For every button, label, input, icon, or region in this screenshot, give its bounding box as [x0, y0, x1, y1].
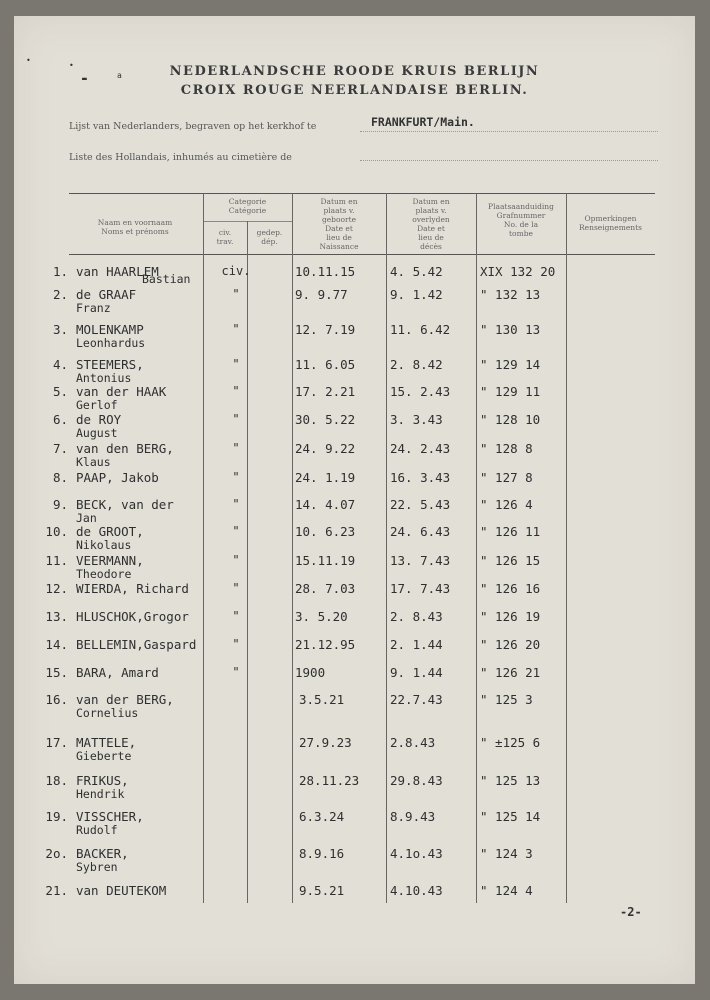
table-row: 9. BECK, van der Jan " 14. 4.07 22. 5.43 " 126 4 [52, 497, 533, 525]
table-row: 5. van der HAAK Gerlof " 17. 2.21 15. 2.43 " 129 11 [52, 384, 541, 412]
header-grave: Plaatsaanduiding Grafnummer No. de la tombe [488, 202, 554, 238]
document-page [14, 16, 695, 984]
header-category: Categorie Catégorie [228, 197, 267, 215]
cemetery-label-dutch: Lijst van Nederlanders, begraven op het kerkhof te [69, 121, 317, 132]
table-row: 14. BELLEMIN,Gaspard " 21.12.95 2. 1.44 " 126 20 [45, 637, 541, 652]
dash-mark: ▬ [82, 74, 87, 83]
table-row: 1. van HAARLEM Bastian civ. 10.11.15 4. 5.42 XIX 132 20 [52, 264, 556, 286]
table-row: 4. STEEMERS, Antonius " 11. 6.05 2. 8.42 " 129 14 [52, 357, 541, 385]
title-dutch: NEDERLANDSCHE ROODE KRUIS BERLIJN [169, 64, 540, 79]
header-name: Naam en voornaam Noms et prénoms [97, 218, 173, 236]
title-french: CROIX ROUGE NEERLANDAISE BERLIN. [180, 83, 529, 98]
table-row: 13. HLUSCHOK,Grogor " 3. 5.20 2. 8.43 " 126 19 [45, 609, 541, 624]
table-row: 16. van der BERG, Cornelius 3.5.21 22.7.43 " 125 3 [45, 692, 533, 720]
table-row: 6. de ROY August " 30. 5.22 3. 3.43 " 128 10 [52, 412, 541, 440]
table-row: 11. VEERMANN, Theodore " 15.11.19 13. 7.43 " 126 15 [45, 553, 541, 581]
table-row: 19. VISSCHER, Rudolf 6.3.24 8.9.43 " 125 14 [45, 809, 541, 837]
header-civ: civ. trav. [216, 228, 234, 246]
table-row: 3. MOLENKAMP Leonhardus " 12. 7.19 11. 6.42 " 130 13 [52, 322, 541, 350]
cemetery-label-french: Liste des Hollandais, inhumés au cimetière de [69, 152, 292, 163]
header-birth: Datum en plaats v. geboorte Date et lieu de Naissance [319, 197, 359, 251]
table-row: 2o. BACKER, Sybren 8.9.16 4.1o.43 " 124 3 [45, 846, 533, 874]
table-row: 7. van den BERG, Klaus " 24. 9.22 24. 2.43 " 128 8 [52, 441, 533, 469]
page-number: -2- [620, 905, 642, 919]
cemetery-place: FRANKFURT/Main. [371, 115, 475, 129]
corner-mark: a [117, 71, 122, 80]
table-top-rule [69, 193, 655, 194]
table-row: 21. van DEUTEKOM 9.5.21 4.10.43 " 124 4 [45, 883, 533, 898]
table-row: 18. FRIKUS, Hendrik 28.11.23 29.8.43 " 125 13 [45, 773, 541, 801]
punch-mark: • [69, 61, 74, 70]
table-row: 8. PAAP, Jakob " 24. 1.19 16. 3.43 " 127 8 [52, 470, 533, 485]
table-row: 10. de GROOT, Nikolaus " 10. 6.23 24. 6.43 " 126 11 [45, 524, 541, 552]
punch-mark: • [26, 56, 31, 65]
table-header-rule [69, 254, 655, 255]
table-row: 2. de GRAAF Franz " 9. 9.77 9. 1.42 " 132 13 [52, 287, 541, 315]
table-row: 12. WIERDA, Richard " 28. 7.03 17. 7.43 " 126 16 [45, 581, 541, 596]
table-row: 15. BARA, Amard " 1900 9. 1.44 " 126 21 [45, 665, 541, 680]
header-remarks: Opmerkingen Renseignements [579, 214, 642, 232]
header-gedep: gedep. dép. [256, 228, 283, 246]
place-line [360, 131, 658, 132]
header-death: Datum en plaats v. overlyden Date et lieu de décès [412, 197, 450, 251]
table-row: 17. MATTELE, Gieberte 27.9.23 2.8.43 " ±125 6 [45, 735, 541, 763]
place-line [360, 160, 658, 161]
